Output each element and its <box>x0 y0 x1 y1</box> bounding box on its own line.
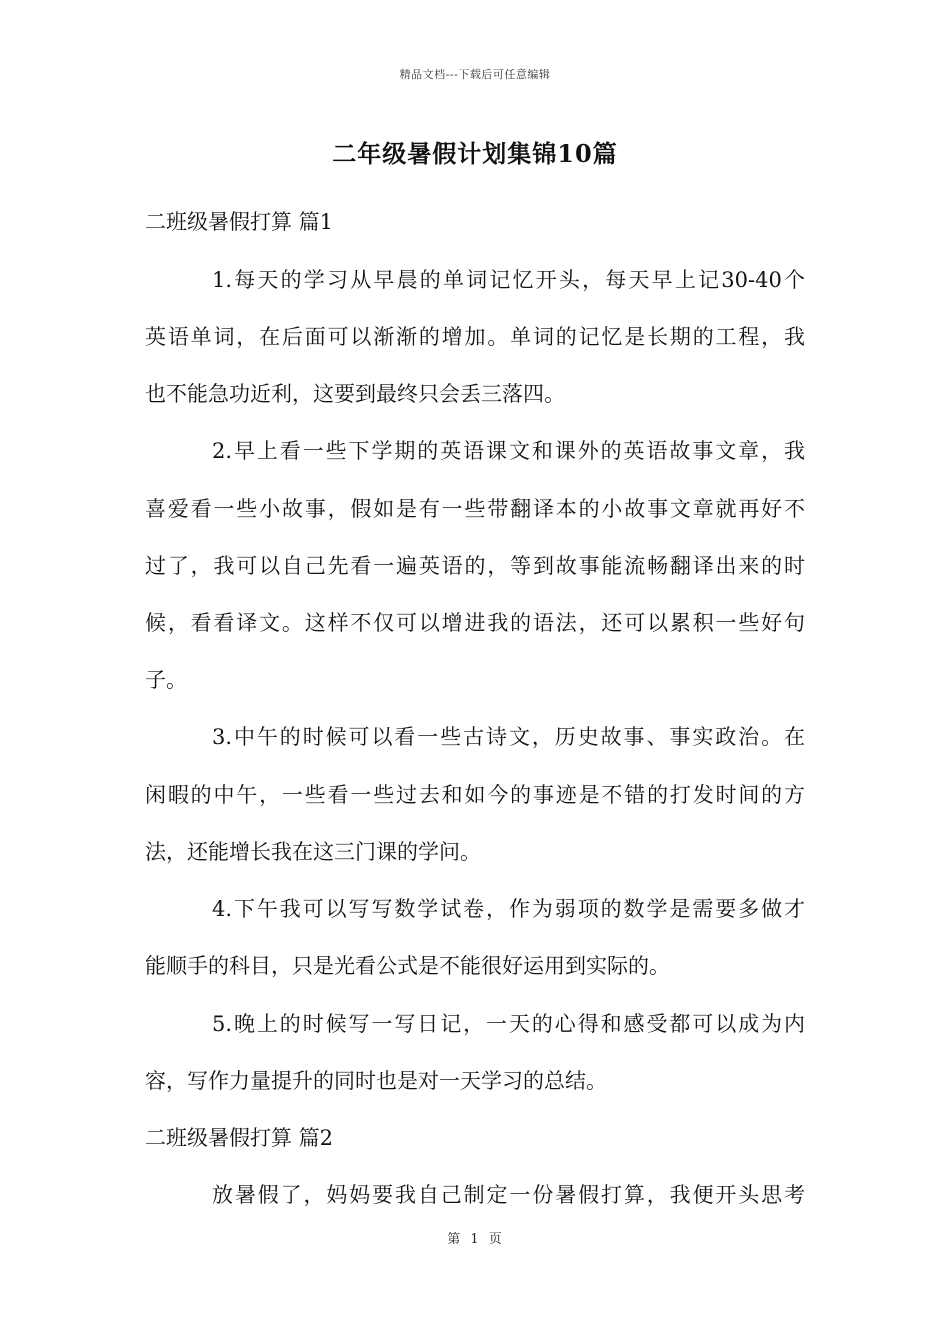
paragraph-line: 5.晚上的时候写一写日记，一天的心得和感受都可以成为内 <box>212 1012 805 1036</box>
paragraph-line: 英语单词，在后面可以渐渐的增加。单词的记忆是长期的工程，我 <box>145 325 805 349</box>
footer-suffix: 页 <box>488 1232 503 1247</box>
paragraph-line: 子。 <box>145 668 187 692</box>
paragraph-line: 2.早上看一些下学期的英语课文和课外的英语故事文章，我 <box>212 439 805 463</box>
paragraph-line: 喜爱看一些小故事，假如是有一些带翻译本的小故事文章就再好不 <box>145 497 805 521</box>
paragraph-line: 过了，我可以自己先看一遍英语的，等到故事能流畅翻译出来的时 <box>145 554 805 578</box>
paragraph-line: 闲暇的中午，一些看一些过去和如今的事迹是不错的打发时间的方 <box>145 783 805 807</box>
paragraph-line: 候，看看译文。这样不仅可以增进我的语法，还可以累积一些好句 <box>145 611 805 635</box>
footer-prefix: 第 <box>447 1232 462 1247</box>
paragraph-line: 容，写作力量提升的同时也是对一天学习的总结。 <box>145 1069 607 1093</box>
paragraph-line: 3.中午的时候可以看一些古诗文，历史故事、事实政治。在 <box>212 725 805 749</box>
paragraph-line: 4.下午我可以写写数学试卷，作为弱项的数学是需要多做才 <box>212 897 805 921</box>
section-heading: 二班级暑假打算 篇2 <box>145 1126 334 1150</box>
paragraph-line: 放暑假了，妈妈要我自己制定一份暑假打算，我便开头思考 <box>212 1183 805 1207</box>
page-footer <box>0 1228 950 1247</box>
paragraph-line: 1.每天的学习从早晨的单词记忆开头，每天早上记30-40个 <box>212 268 805 292</box>
paragraph-line: 也不能急功近利，这要到最终只会丢三落四。 <box>145 382 565 406</box>
paragraph-line: 能顺手的科目，只是光看公式是不能很好运用到实际的。 <box>145 954 670 978</box>
document-title: 二年级暑假计划集锦10篇 <box>332 139 618 168</box>
header-note: 精品文档---下载后可任意编辑 <box>399 68 551 81</box>
section-heading: 二班级暑假打算 篇1 <box>145 210 334 234</box>
paragraph-line: 法，还能增长我在这三门课的学问。 <box>145 840 481 864</box>
page-number: 1 <box>470 1232 480 1247</box>
